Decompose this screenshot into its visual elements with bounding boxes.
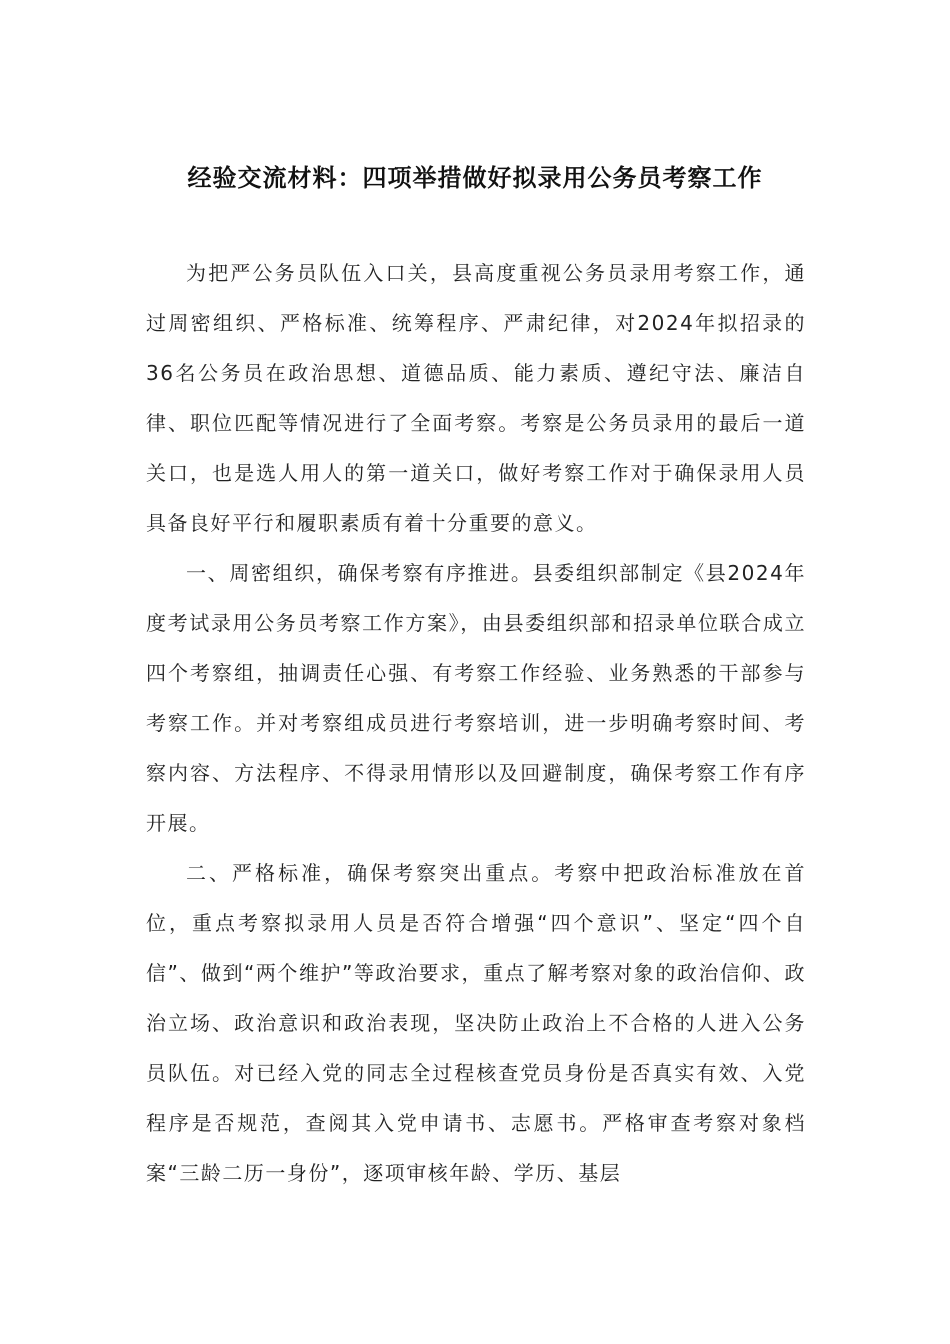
paragraph-section-2: 二、严格标准，确保考察突出重点。考察中把政治标准放在首位，重点考察拟录用人员是否符合增强“四个意识”、坚定“四个自信”、做到“两个维护”等政治要求，重点了解考察对象的政治信仰、政治立场、政治意识和政治表现，坚决防止政治上不合格的人进入公务员队伍。对已经入党的同志全过程核查党员身份是否真实有效、入党程序是否规范，查阅其入党申请书、志愿书。严格审查考察对象档案“三龄二历一身份”，逐项审核年龄、学历、基层 bbox=[146, 861, 806, 1185]
paragraph-intro: 为把严公务员队伍入口关，县高度重视公务员录用考察工作，通过周密组织、严格标准、统筹程序、严肃纪律，对2024年拟招录的36名公务员在政治思想、道德品质、能力素质、遵纪守法、廉洁自律、职位匹配等情况进行了全面考察。考察是公务员录用的最后一道关口，也是选人用人的第一道关口，做好考察工作对于确保录用人员具备良好平行和履职素质有着十分重要的意义。 bbox=[146, 261, 806, 535]
document-title: 经验交流材料：四项举措做好拟录用公务员考察工作 bbox=[187, 163, 763, 192]
document-body bbox=[146, 248, 806, 1198]
paragraph-section-1: 一、周密组织，确保考察有序推进。县委组织部制定《县2024年度考试录用公务员考察工作方案》，由县委组织部和招录单位联合成立四个考察组，抽调责任心强、有考察工作经验、业务熟悉的干部参与考察工作。并对考察组成员进行考察培训，进一步明确考察时间、考察内容、方法程序、不得录用情形以及回避制度，确保考察工作有序开展。 bbox=[146, 561, 806, 835]
